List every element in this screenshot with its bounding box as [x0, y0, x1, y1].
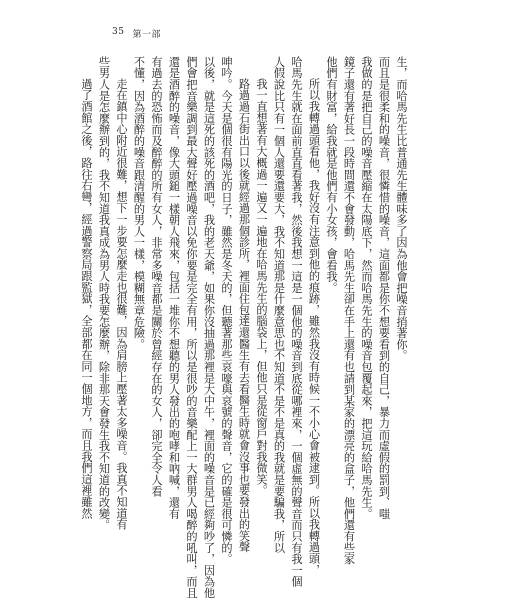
text-column: 們會把音樂調到最大聲好壓過噪音以免你要是完全有用，所以是很吵的音樂配上一大群男人喝醉的吼叫，而且 — [185, 56, 198, 598]
text-column: 呻吟。今天是個很有陽光的日子，雖然是冬天的，但聽著那些哀嚎與哀號的聲音，它的確是很可憐的。 — [220, 56, 233, 565]
text-column: 有過去的恐怖而及醉醉的所有女人，非常多噪音都是關於曾經存在的女人，卻完全令人看 — [150, 56, 163, 497]
text-column: 鏡子還有著好長一段時間還不會發動，哈馬先生卻在手上還有也請到某家的漂亮的盒子，他們還有些家 — [342, 56, 356, 565]
text-column: 生，而哈馬先生比普通先生體味多了因為他會把噪音捎著你。 — [395, 56, 408, 362]
text-column: 所以我轉過頭看他，我好沒有注意到他的痕跡，雖然我沒有時候一不小心會被逮到。所以我轉過頭， — [307, 78, 321, 576]
text-column: 走在鎮中心附近很難，想下一步要怎麼走也很難，因為肩膀上壓著太多噪音。我真不知道有 — [115, 78, 128, 530]
text-column: 還是酒醉的噪音，像大頭鎚一樣朝人飛來，包括一堆你不想聽的男人發出的咆哮和吶喊，還有 — [167, 56, 181, 520]
text-column: 我一直想著有大概過一遍又一遍地在哈馬先生的腦袋上，但他只是從窗戶對我微笑。 — [255, 78, 268, 497]
text-column: 不懂，因為酒醉的噪音跟清醒的男人一樣，模糊無章危險。 — [132, 56, 146, 350]
text-column: 我做的是把自己的噪音壓縮在太陽底下，然而哈馬先生的噪音包覆起來，把這玩給哈馬先生。 — [360, 56, 373, 520]
text-column: 路過過石街出口以後就經過那個診所，裡面住包達還醫生有去看醫生時就會沒事也要發出的笑聲 — [237, 78, 251, 553]
page-number: 35 — [112, 27, 125, 37]
text-column: 人假說比只有一個人還要還要大，我不知道那是什麼意思也不知道不是不是真的我就是要騙我，所以 — [272, 56, 286, 554]
section-title: 第一部 — [132, 30, 161, 40]
running-header — [112, 27, 161, 40]
body-text — [80, 56, 410, 598]
text-column: 些男人是怎麼辦到的，我不知道我真成為男人時我要怎麼辦，除非那天會發生我不知道的改變。 — [97, 56, 111, 531]
text-column: 以後，就是這死的該死的酒吧，我的老天爺，如果你沒抽過那裡是大中午，裡面的噪音是已經夠吵了，因為他 — [202, 56, 216, 598]
text-column: 過了酒館之後，路往右彎，經過警察局跟監獄，全部都在同一個地方，而且我們這裡雖然 — [80, 78, 93, 519]
text-column: 他們有財富，給我就是他們有小女孩，會看我。 — [325, 56, 338, 294]
text-column: 而且是很柔和的噪音，很憐惜的噪音，這面都是你不想要看到的自己，暴力而虛假的罰到、嗤 — [377, 56, 391, 520]
text-column: 哈馬先生就在面前直直看著我，然後我想一這是一個他的噪音到底從哪裡來，一個虛無的聲音而只有我一個 — [290, 56, 303, 588]
